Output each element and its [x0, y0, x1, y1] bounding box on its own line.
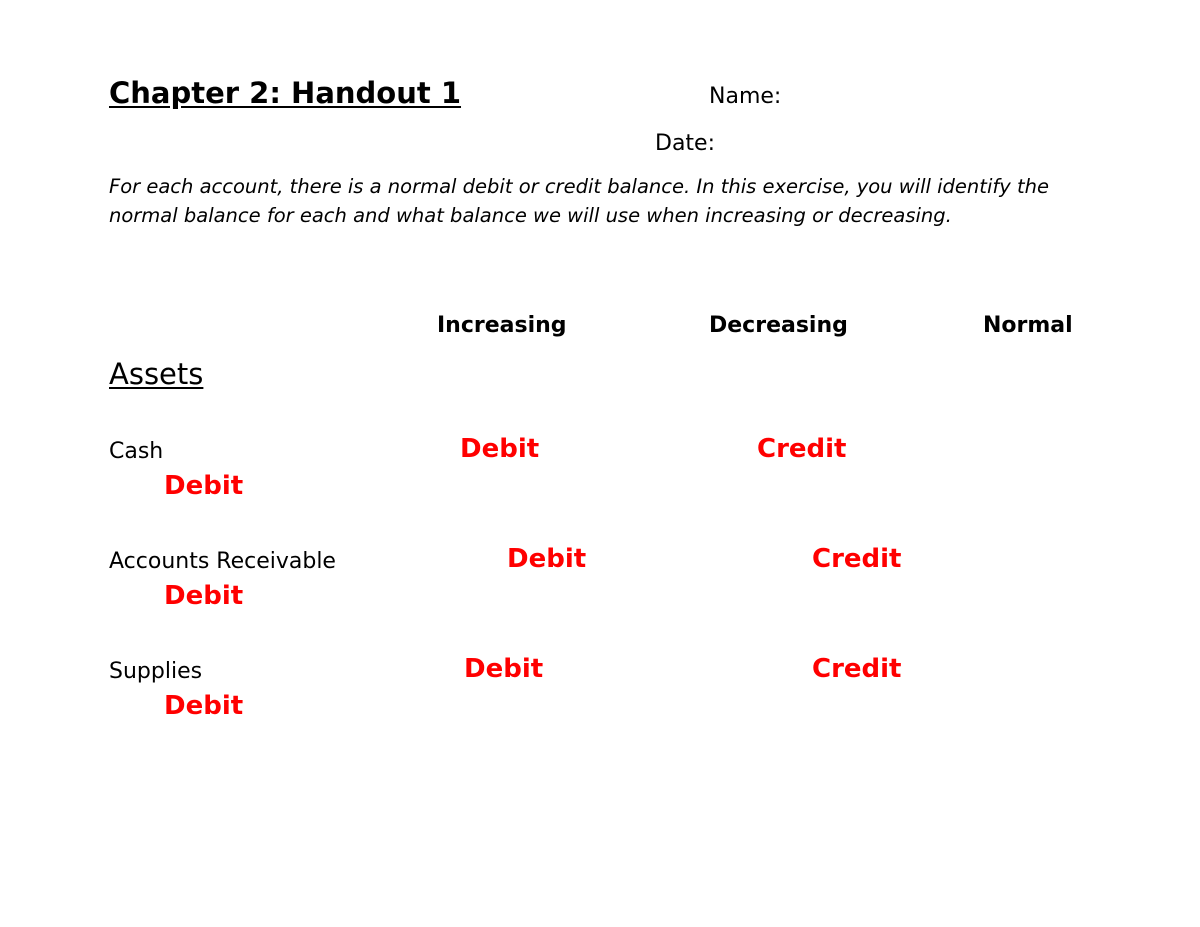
- answer-increasing-cash: Debit: [460, 434, 540, 464]
- answer-increasing-accounts-receivable: Debit: [507, 544, 587, 574]
- account-name-supplies: Supplies: [109, 659, 203, 684]
- date-label: Date:: [655, 131, 715, 156]
- name-label: Name:: [709, 84, 782, 109]
- instructions-text: For each account, there is a normal debit or credit balance. In this exercise, you will identify the normal balance for each and what balance we will use when increasing or decreasing.: [109, 175, 1049, 227]
- column-header-normal: Normal: [983, 313, 1073, 338]
- column-header-increasing: Increasing: [437, 313, 567, 338]
- column-header-decreasing: Decreasing: [709, 313, 848, 338]
- page-title: Chapter 2: Handout 1: [109, 76, 462, 110]
- answer-normal-accounts-receivable: Debit: [164, 581, 244, 611]
- account-name-accounts-receivable: Accounts Receivable: [109, 549, 336, 574]
- answer-normal-cash: Debit: [164, 471, 244, 501]
- section-heading-assets: Assets: [109, 357, 204, 391]
- answer-normal-supplies: Debit: [164, 691, 244, 721]
- answer-increasing-supplies: Debit: [464, 654, 544, 684]
- answer-decreasing-supplies: Credit: [812, 654, 902, 684]
- account-name-cash: Cash: [109, 439, 164, 464]
- answer-decreasing-accounts-receivable: Credit: [812, 544, 902, 574]
- answer-decreasing-cash: Credit: [757, 434, 847, 464]
